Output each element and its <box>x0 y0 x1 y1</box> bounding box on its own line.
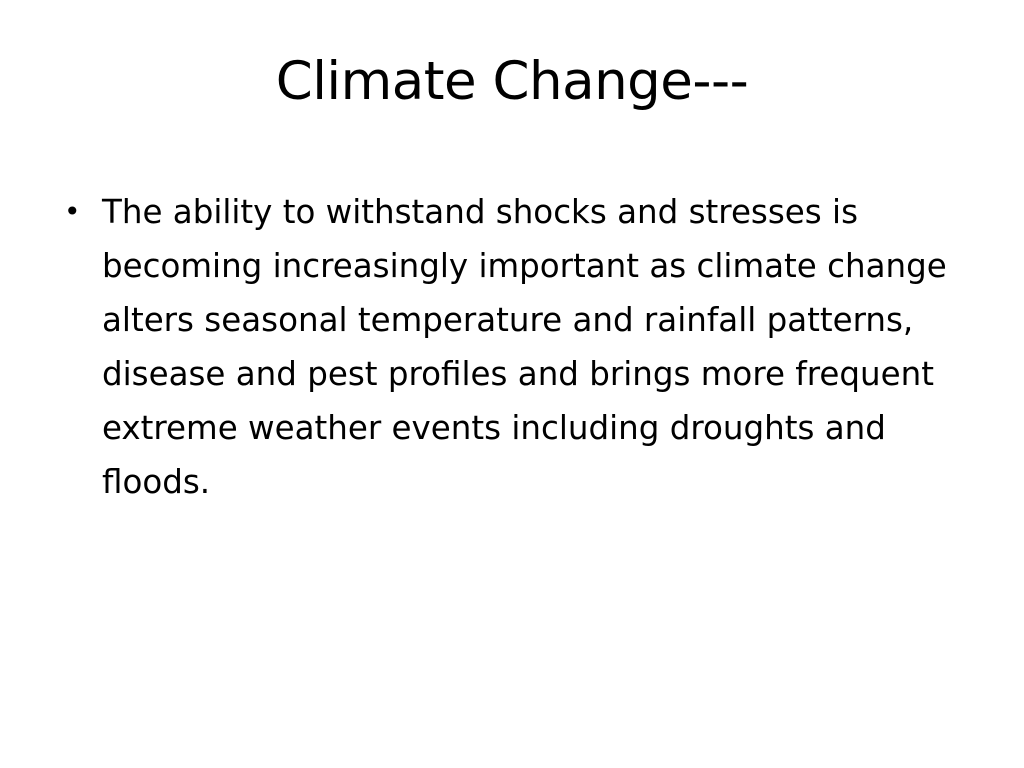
bullet-point-icon: • <box>64 195 81 228</box>
page-title: Climate Change--- <box>275 51 749 112</box>
list-item <box>56 185 976 509</box>
list-item-text: The ability to withstand shocks and stresses is becoming increasingly important as climate change alters seasonal temperature and rainfall patterns, disease and pest profiles and brings more frequent extreme weather events including droughts and floods. <box>102 193 947 501</box>
slide-body <box>56 185 976 509</box>
